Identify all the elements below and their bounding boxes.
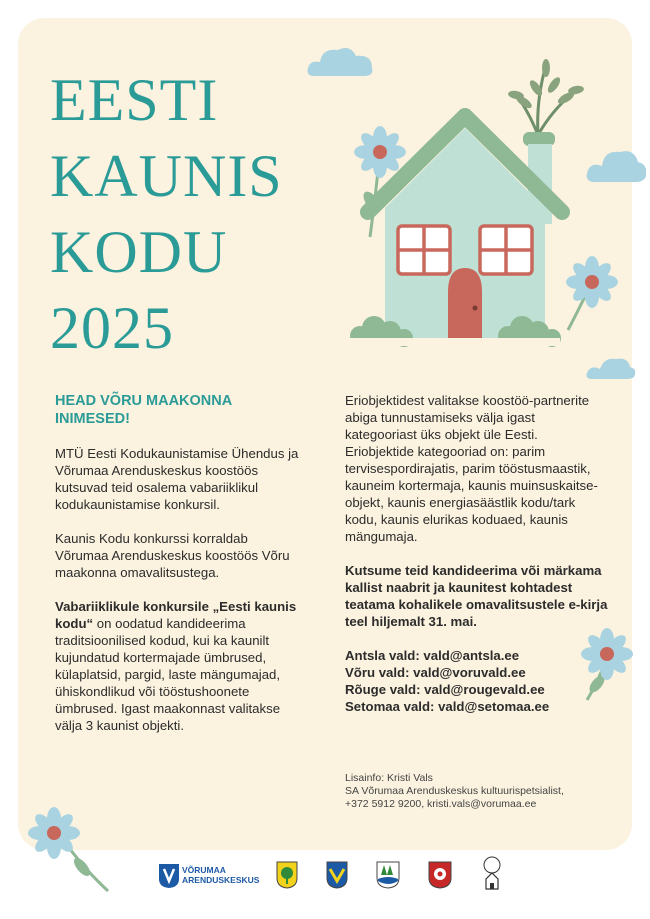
contest-name: Vabariiklikule konkursile „Eesti kaunis kodu“ — [55, 599, 297, 631]
categories-paragraph: Eriobjektidest valitakse koostöö-partnerite abiga tunnustamiseks välja igast kategooriast üks objekt üle Eesti. Eriobjektide kategooriad on: parim tervisespordirajatis, parim tööstusmaastik, kauneim kortermaja, kaunis muinsuskaitse-objekt, kaunis energiasäästlik kodu/tark kodu, kaunis elurikas koduaed, kaunis mängumaja. — [345, 393, 598, 544]
setomaa-coat-of-arms-icon — [428, 861, 452, 889]
call-to-action: Kutsume teid kandideerima või märkama kallist naabrit ja kaunitest kohtadest teatama kohalikele omavalitsustele e-kirja teel hiljemalt 31. mai. — [345, 563, 608, 629]
vorumaa-arenduskeskus-logo-icon — [158, 863, 180, 889]
voru-vald-coat-of-arms-icon — [326, 861, 348, 889]
title-line-4: 2025 — [50, 295, 174, 361]
left-column — [55, 392, 300, 751]
info-role: SA Võrumaa Arenduskeskus kultuurispetsialist, — [345, 785, 564, 797]
antsla-coat-of-arms-icon — [276, 861, 298, 889]
org-logo-line-1: VÕRUMAA — [182, 865, 226, 875]
greeting-heading: HEAD VÕRU MAAKONNA INIMESED! — [55, 393, 232, 427]
info-contact-person: Lisainfo: Kristi Vals — [345, 772, 433, 784]
info-block — [345, 772, 615, 811]
right-column — [345, 392, 610, 715]
title-line-3: KODU — [50, 219, 228, 285]
flower-icon — [560, 252, 630, 332]
kodukaunistamise-uhendus-logo-icon — [478, 855, 506, 895]
org-logo-text — [182, 865, 259, 885]
title-line-2: KAUNIS — [50, 143, 283, 209]
org-logo-line-2: ARENDUSKESKUS — [182, 875, 260, 885]
contest-paragraph — [55, 598, 300, 734]
intro-paragraph: MTÜ Eesti Kodukaunistamise Ühendus ja Võrumaa Arenduskeskus koostöös kutsuvad teid osalema vabariiklikul kodukaunistamise konkursil. — [55, 446, 299, 512]
contact-voru[interactable]: Võru vald: vald@voruvald.ee — [345, 665, 526, 680]
contact-setomaa[interactable]: Setomaa vald: vald@setomaa.ee — [345, 699, 550, 714]
logo-bar — [0, 855, 650, 905]
organizer-paragraph: Kaunis Kodu konkurssi korraldab Võrumaa Arenduskeskus koostöös Võru maakonna omavalitsustega. — [55, 531, 290, 580]
info-phone-email[interactable]: +372 5912 9200, kristi.vals@vorumaa.ee — [345, 798, 537, 810]
contest-description: on oodatud kandideerima traditsioonilised kodud, kui ka kaunilt kujundatud kortermajade ümbrused, külaplatsid, pargid, laste mängumajad, ühiskondlikud või tööstushoonete ümbrused. Igast maakonnast valitakse välja 3 kaunist objekti. — [55, 616, 281, 733]
rouge-vald-coat-of-arms-icon — [376, 861, 400, 889]
title-line-1: EESTI — [50, 67, 219, 133]
contacts-list — [345, 647, 610, 715]
contact-rouge[interactable]: Rõuge vald: vald@rougevald.ee — [345, 682, 545, 697]
flower-icon — [350, 122, 410, 242]
page-title — [50, 62, 283, 366]
contact-antsla[interactable]: Antsla vald: vald@antsla.ee — [345, 648, 520, 663]
